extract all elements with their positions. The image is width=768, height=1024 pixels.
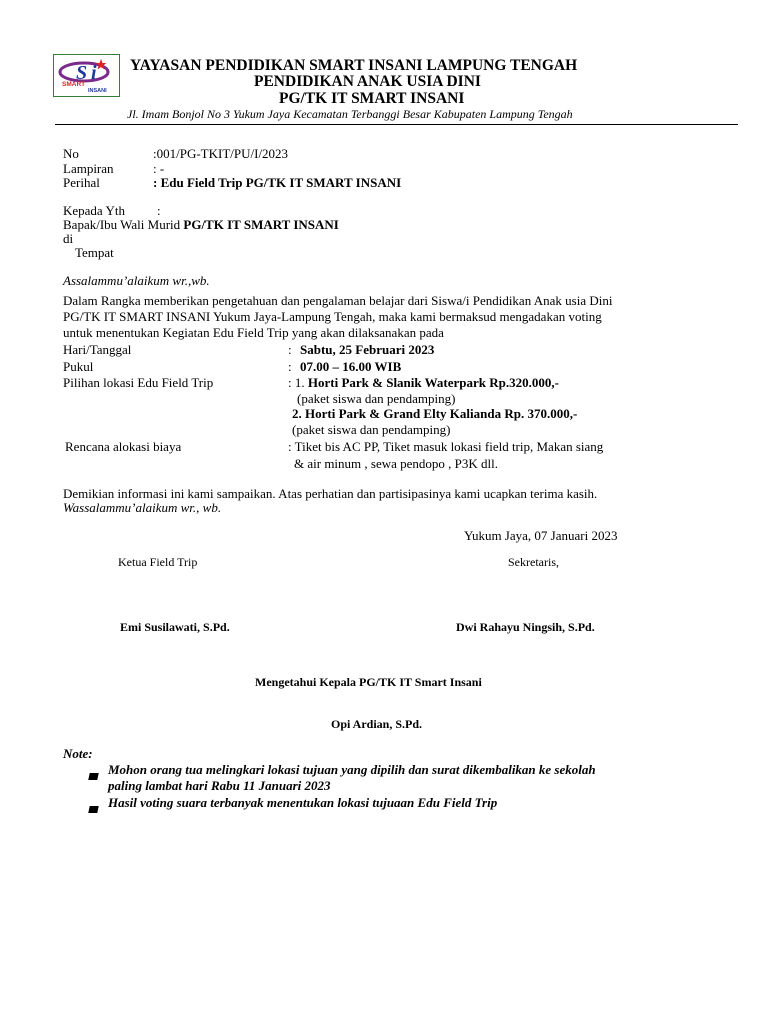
- svg-text:i: i: [91, 62, 97, 84]
- di-label: di: [63, 231, 74, 246]
- note-title: Note:: [63, 746, 93, 761]
- option-2: 2. Horti Park & Grand Elty Kalianda Rp. 370.000,-: [292, 406, 578, 421]
- logo-insani-text: INSANI: [88, 88, 107, 94]
- no-value: :001/PG-TKIT/PU/I/2023: [153, 146, 289, 161]
- school-address: Jl. Imam Bonjol No 3 Yukum Jaya Kecamatan Terbanggi Besar Kabupaten Lampung Tengah: [127, 107, 573, 121]
- recipient-line: [63, 217, 339, 233]
- school-logo: [53, 54, 120, 97]
- biaya-label: Rencana alokasi biaya: [65, 439, 182, 454]
- option-1-line: [288, 375, 559, 391]
- tempat-label: Tempat: [75, 245, 114, 260]
- logo-smart-text: SMART: [62, 81, 86, 88]
- header-divider: [55, 124, 738, 125]
- institution-subtitle: PENDIDIKAN ANAK USIA DINI: [254, 73, 481, 90]
- hari-colon: :: [288, 342, 292, 357]
- paragraph-line-1: Dalam Rangka memberikan pengetahuan dan pengalaman belajar dari Siswa/i Pendidikan Anak usia Dini: [63, 293, 613, 308]
- lampiran-value: : -: [153, 161, 165, 176]
- option-1-note: (paket siswa dan pendamping): [297, 391, 456, 406]
- note-item-1-line-2: paling lambat hari Rabu 11 Januari 2023: [108, 778, 331, 793]
- recipient-school: PG/TK IT SMART INSANI: [183, 217, 339, 232]
- greeting: Assalammu’alaikum wr.,wb.: [63, 273, 210, 288]
- biaya-line-1: : Tiket bis AC PP, Tiket masuk lokasi field trip, Makan siang: [288, 439, 604, 454]
- pukul-value: 07.00 – 16.00 WIB: [300, 359, 402, 374]
- foundation-title: YAYASAN PENDIDIKAN SMART INSANI LAMPUNG TENGAH: [130, 57, 578, 74]
- bullet-icon: [89, 800, 98, 818]
- headmaster-name: Opi Ardian, S.Pd.: [331, 717, 423, 731]
- note-item-1-line-1: Mohon orang tua melingkari lokasi tujuan yang dipilih dan surat dikembalikan ke sekolah: [108, 762, 596, 777]
- lampiran-label: Lampiran: [63, 161, 114, 176]
- place-date: Yukum Jaya, 07 Januari 2023: [464, 528, 618, 543]
- headmaster-role: Mengetahui Kepala PG/TK IT Smart Insani: [255, 675, 482, 689]
- closing-text: Demikian informasi ini kami sampaikan. Atas perhatian dan partisipasinya kami ucapkan terima kasih.: [63, 486, 598, 501]
- school-name: PG/TK IT SMART INSANI: [279, 90, 465, 107]
- no-label: No: [63, 146, 79, 161]
- perihal-value: : Edu Field Trip PG/TK IT SMART INSANI: [153, 175, 402, 190]
- option-1: Horti Park & Slanik Waterpark Rp.320.000,-: [307, 375, 559, 390]
- paragraph-line-3: untuk menentukan Kegiatan Edu Field Trip yang akan dilaksanakan pada: [63, 325, 444, 340]
- pukul-label: Pukul: [63, 359, 94, 374]
- note-item-2: Hasil voting suara terbanyak menentukan lokasi tujuaan Edu Field Trip: [108, 795, 498, 810]
- perihal-label: Perihal: [63, 175, 100, 190]
- biaya-line-2: & air minum , sewa pendopo , P3K dll.: [294, 456, 499, 471]
- left-signatory: Emi Susilawati, S.Pd.: [120, 620, 230, 634]
- lokasi-label: Pilihan lokasi Edu Field Trip: [63, 375, 214, 390]
- kepada-label: Kepada Yth: [63, 203, 125, 218]
- pukul-colon: :: [288, 359, 292, 374]
- hari-label: Hari/Tanggal: [63, 342, 132, 357]
- svg-text:S: S: [76, 62, 88, 84]
- lokasi-prefix: : 1.: [288, 375, 305, 390]
- right-role: Sekretaris,: [508, 555, 559, 569]
- kepada-colon: :: [157, 203, 161, 218]
- option-2-note: (paket siswa dan pendamping): [292, 422, 451, 437]
- recipient-prefix: Bapak/Ibu Wali Murid: [63, 217, 184, 232]
- paragraph-line-2: PG/TK IT SMART INSANI Yukum Jaya-Lampung Tengah, maka kami bermaksud mengadakan voting: [63, 309, 602, 324]
- wassalam: Wassalammu’alaikum wr., wb.: [63, 500, 222, 515]
- hari-value: Sabtu, 25 Februari 2023: [300, 342, 435, 357]
- right-signatory: Dwi Rahayu Ningsih, S.Pd.: [456, 620, 595, 634]
- bullet-icon: [89, 767, 98, 785]
- left-role: Ketua Field Trip: [118, 555, 198, 569]
